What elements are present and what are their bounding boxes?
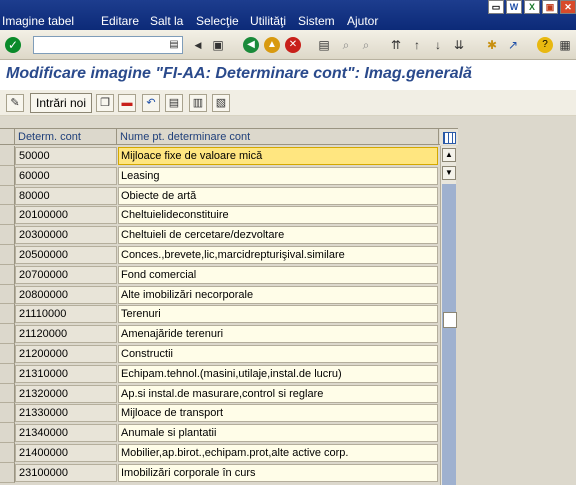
next-page-icon[interactable]: ↓ (435, 38, 441, 52)
row-selector[interactable] (0, 423, 15, 443)
table-row[interactable] (0, 443, 440, 463)
customize-icon[interactable]: ▦ (559, 38, 571, 52)
application-toolbar (0, 90, 576, 116)
account-name-input[interactable]: Cheltuielideconstituire (118, 206, 438, 224)
table-row[interactable] (0, 463, 440, 483)
table-row[interactable] (0, 225, 440, 245)
determ-cont-cell: 21200000 (15, 345, 117, 363)
table-row[interactable] (0, 245, 440, 265)
exit-icon[interactable]: ▲ (264, 37, 280, 53)
layout-icon[interactable]: ▣ (542, 0, 558, 14)
page-title: Modificare imagine "FI-AA: Determinare cont": Imag.generală (6, 65, 472, 82)
table-control-area (0, 116, 576, 485)
table-row[interactable] (0, 186, 440, 206)
account-name-input[interactable]: Terenuri (118, 305, 438, 323)
determ-cont-cell: 20100000 (15, 206, 117, 224)
row-selector[interactable] (0, 245, 15, 265)
table-settings-icon[interactable] (440, 129, 458, 145)
row-selector[interactable] (0, 304, 15, 324)
row-selector[interactable] (0, 166, 15, 186)
determ-cont-cell: 80000 (15, 187, 117, 205)
menu-selectie[interactable]: Selecţie (196, 14, 239, 28)
account-name-input[interactable]: Fond comercial (118, 266, 438, 284)
undo-icon[interactable]: ↶ (142, 94, 160, 112)
account-name-input[interactable]: Obiecte de artă (118, 187, 438, 205)
row-selector[interactable] (0, 443, 15, 463)
row-selector[interactable] (0, 146, 15, 166)
cancel-icon[interactable]: ✕ (285, 37, 301, 53)
row-selector[interactable] (0, 463, 15, 483)
table-rows (0, 146, 440, 483)
create-session-icon[interactable]: ✱ (486, 38, 498, 52)
back-icon[interactable]: ◀ (243, 37, 259, 53)
account-name-input[interactable]: Alte imobilizări necorporale (118, 286, 438, 304)
menu-imagine-tabel[interactable]: Imagine tabel (2, 14, 75, 28)
table-row[interactable] (0, 324, 440, 344)
page-icon[interactable]: ▭ (488, 0, 504, 14)
row-selector[interactable] (0, 324, 15, 344)
scroll-down-button[interactable]: ▼ (442, 166, 456, 180)
scroll-thumb[interactable] (443, 312, 457, 328)
row-selector[interactable] (0, 364, 15, 384)
table-row[interactable] (0, 384, 440, 404)
determ-cont-cell: 50000 (15, 147, 117, 165)
determ-cont-cell: 20800000 (15, 286, 117, 304)
shortcut-icon[interactable]: ↗ (507, 38, 519, 52)
table-header (0, 128, 458, 145)
column-header-determ-cont[interactable]: Determ. cont (15, 129, 117, 145)
row-selector[interactable] (0, 403, 15, 423)
new-entries-button[interactable]: Intrări noi (30, 93, 92, 113)
account-name-input[interactable]: Cheltuieli de cercetare/dezvoltare (118, 226, 438, 244)
account-name-input[interactable]: Imobilizări corporale în curs (118, 464, 438, 482)
menu-ajutor[interactable]: Ajutor (347, 14, 379, 28)
previous-page-icon[interactable]: ↑ (414, 38, 420, 52)
determ-cont-cell: 21320000 (15, 385, 117, 403)
save-icon[interactable]: ▣ (212, 38, 224, 52)
row-selector[interactable] (0, 225, 15, 245)
row-selector[interactable] (0, 384, 15, 404)
standard-toolbar (0, 30, 576, 60)
column-header-nume[interactable]: Nume pt. determinare cont (117, 129, 439, 145)
menu-sistem[interactable]: Sistem (298, 14, 335, 28)
enter-icon[interactable]: ✓ (5, 37, 21, 53)
scroll-up-button[interactable]: ▲ (442, 148, 456, 162)
last-page-icon[interactable]: ⇊ (453, 38, 465, 52)
menu-editare[interactable]: Editare (101, 14, 140, 28)
command-dropdown-icon[interactable]: ▤ (169, 39, 179, 50)
table-row[interactable] (0, 205, 440, 225)
determ-cont-cell: 21120000 (15, 325, 117, 343)
table-row[interactable] (0, 166, 440, 186)
determ-cont-cell: 60000 (15, 167, 117, 185)
table-row[interactable] (0, 265, 440, 285)
row-selector[interactable] (0, 285, 15, 305)
account-name-input[interactable]: Ap.si instal.de masurare,control si reglare (118, 385, 438, 403)
table-row[interactable] (0, 285, 440, 305)
row-selector[interactable] (0, 344, 15, 364)
deselect-all-icon[interactable]: ▧ (212, 94, 230, 112)
collapse-icon[interactable]: ◀ (194, 40, 202, 50)
help-icon[interactable]: ? (537, 37, 553, 53)
account-name-input[interactable]: Echipam.tehnol.(masini,utilaje,instal.de lucru) (118, 365, 438, 383)
row-selector[interactable] (0, 205, 15, 225)
table-row[interactable] (0, 403, 440, 423)
display-change-icon[interactable]: ✎ (6, 94, 24, 112)
find-icon[interactable]: ⌕ (342, 38, 350, 52)
select-block-icon[interactable]: ▥ (189, 94, 207, 112)
determ-cont-cell: 20500000 (15, 246, 117, 264)
determ-cont-cell: 21310000 (15, 365, 117, 383)
account-name-input[interactable]: Mijloace fixe de valoare mică (118, 147, 438, 165)
command-field[interactable] (33, 36, 183, 54)
table-row[interactable] (0, 423, 440, 443)
print-icon[interactable]: ▤ (318, 38, 330, 52)
scroll-track[interactable] (442, 184, 456, 485)
account-name-input[interactable]: Amenajăride terenuri (118, 325, 438, 343)
account-name-input[interactable]: Mijloace de transport (118, 404, 438, 422)
find-next-icon[interactable]: ⌕ (362, 38, 370, 52)
delete-icon[interactable]: ▬ (118, 94, 136, 112)
word-icon[interactable]: W (506, 0, 522, 14)
vertical-scrollbar[interactable] (440, 146, 456, 485)
determ-cont-cell: 20300000 (15, 226, 117, 244)
account-name-input[interactable]: Constructii (118, 345, 438, 363)
determ-cont-cell: 21400000 (15, 444, 117, 462)
table-row[interactable] (0, 304, 440, 324)
determ-cont-cell: 21330000 (15, 404, 117, 422)
determ-cont-cell: 21340000 (15, 424, 117, 442)
menu-bar (0, 0, 576, 30)
copy-as-icon[interactable]: ❐ (96, 94, 114, 112)
account-name-input[interactable]: Mobilier,ap.birot.,echipam.prot,alte active corp. (118, 444, 438, 462)
row-selector[interactable] (0, 186, 15, 206)
first-page-icon[interactable]: ⇈ (390, 38, 402, 52)
account-name-input[interactable]: Leasing (118, 167, 438, 185)
account-name-input[interactable]: Anumale si plantatii (118, 424, 438, 442)
title-area (0, 60, 576, 90)
excel-icon[interactable]: X (524, 0, 540, 14)
menu-salt-la[interactable]: Salt la (150, 14, 184, 28)
determ-cont-cell: 20700000 (15, 266, 117, 284)
table-row[interactable] (0, 344, 440, 364)
menu-utilitati[interactable]: Utilităţi (250, 14, 287, 28)
determ-cont-cell: 23100000 (15, 464, 117, 482)
table-row[interactable] (0, 146, 440, 166)
account-name-input[interactable]: Conces.,brevete,lic,marcidrepturişival.similare (118, 246, 438, 264)
select-all-icon[interactable]: ▤ (165, 94, 183, 112)
row-selector[interactable] (0, 265, 15, 285)
close-icon[interactable]: ✕ (560, 0, 576, 14)
select-all-column[interactable] (0, 129, 15, 145)
table-row[interactable] (0, 364, 440, 384)
determ-cont-cell: 21110000 (15, 305, 117, 323)
